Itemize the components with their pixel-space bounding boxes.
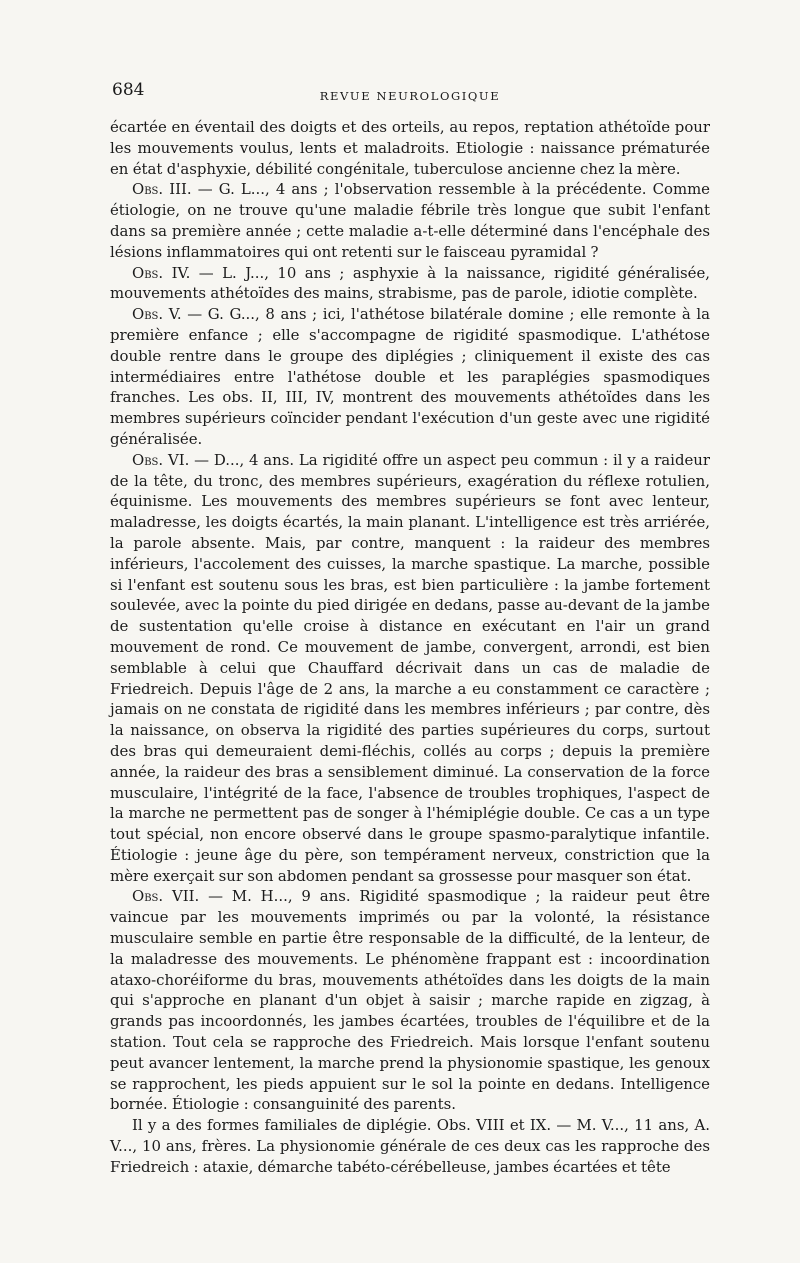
paragraph-obs-6	[110, 450, 710, 887]
paragraph-text: — G. L..., 4 ans ; l'observation ressemble à la précédente. Comme étiologie, on ne trouve qu'une maladie fébrile très longue que subit l'enfant dans sa première année ; cette maladie a-t-elle déterminé dans l'encéphale des lésions inflammatoires qui ont retenti sur le faisceau pyramidal ?	[110, 180, 710, 261]
paragraph-text: — L. J..., 10 ans ; asphyxie à la naissance, rigidité généralisée, mouvements athétoïdes des mains, strabisme, pas de parole, idiotie complète.	[110, 263, 710, 303]
page-number: 684	[112, 80, 145, 100]
paragraph-text: — M. H..., 9 ans. Rigidité spasmodique ; la raideur peut être vaincue par les mouvements imprimés ou par la volonté, la résistance musculaire semble en partie être responsable de la difficulté, de la lenteur, de la maladresse des mouvements. Le phénomène frappant est : incoordination ataxo-choréiforme du bras, mouvements athétoïdes dans les doigts de la main qui s'approche en planant d'un objet à saisir ; marche rapide en zigzag, à grands pas incoordonnés, les jambes écartées, troubles de l'équilibre et de la station. Tout cela se rapproche des Friedreich. Mais lorsque l'enfant soutenu peut avancer lentement, la marche prend la physionomie spastique, les genoux se rapprochent, les pieds appuient sur le sol la pointe en dedans. Intelligence bornée. Étiologie : consanguinité des parents.	[110, 887, 710, 1114]
paragraph-continuation	[110, 117, 710, 179]
paragraph-obs-5	[110, 304, 710, 450]
paragraph-familial-forms	[110, 1115, 710, 1177]
paragraph-obs-3	[110, 179, 710, 262]
observation-label: Obs. V.	[132, 305, 182, 324]
observation-label: Obs. III.	[132, 180, 192, 199]
paragraph-text: écartée en éventail des doigts et des orteils, au repos, reptation athétoïde pour les mouvements voulus, lents et maladroits. Etiologie : naissance prématurée en état d'asphyxie, débilité congénitale, tuberculose ancienne chez la mère.	[110, 118, 710, 178]
paragraph-text: — G. G..., 8 ans ; ici, l'athétose bilatérale domine ; elle remonte à la première enfance ; elle s'accompagne de rigidité spasmodique. L'athétose double rentre dans le groupe des diplégies ; cliniquement il existe des cas intermédiaires entre l'athétose double et les paraplégies spasmodiques franches. Les obs. II, III, IV, montrent des mouvements athétoïdes dans les membres supérieurs coïncider pendant l'exécution d'un geste avec une rigidité généralisée.	[110, 305, 710, 448]
page-header	[112, 80, 708, 106]
paragraph-text: — D..., 4 ans. La rigidité offre un aspect peu commun : il y a raideur de la tête, du tronc, des membres supérieurs, exagération du réflexe rotulien, équinisme. Les mouvements des membres supérieurs se font avec lenteur, maladresse, les doigts écartés, la main planant. L'intelligence est très arriérée, la parole absente. Mais, par contre, manquent : la raideur des membres inférieurs, l'accolement des cuisses, la marche spastique. La marche, possible si l'enfant est soutenu sous les bras, est bien particulière : la jambe fortement soulevée, avec la pointe du pied dirigée en dedans, passe au-devant de la jambe de sustentation qu'elle croise à distance en exécutant en l'air un grand mouvement de rond. Ce mouvement de jambe, convergent, arrondi, est bien semblable à celui que Chauffard décrivait dans un cas de maladie de Friedreich. Depuis l'âge de 2 ans, la marche a eu constamment ce caractère ; jamais on ne constata de rigidité dans les membres inférieurs ; par contre, dès la naissance, on observa la rigidité des parties supérieures du corps, surtout des bras qui demeuraient demi-fléchis, collés au corps ; depuis la première année, la raideur des bras a sensiblement diminué. La conservation de la force musculaire, l'intégrité de la face, l'absence de troubles trophiques, l'aspect de la marche ne permettent pas de songer à l'hémiplégie double. Ce cas a un type tout spécial, non encore observé dans le groupe spasmo-paralytique infantile. Étiologie : jeune âge du père, son tempérament nerveux, constriction que la mère exerçait sur son abdomen pendant sa grossesse pour masquer son état.	[110, 450, 711, 885]
body-text	[110, 117, 710, 1178]
paragraph-obs-4	[110, 263, 710, 305]
running-title: REVUE NEUROLOGIQUE	[319, 89, 501, 103]
observation-label: Obs. IV.	[132, 263, 191, 282]
observation-label: Obs. VI.	[132, 450, 190, 469]
paragraph-obs-7	[110, 886, 710, 1115]
paragraph-text: Il y a des formes familiales de diplégie. Obs. VIII et IX. — M. V..., 11 ans, A. V..., 10 ans, frères. La physionomie générale de ces deux cas les rapproche des Friedreich : ataxie, démarche tabéto-cérébelleuse, jambes écartées et tête	[110, 1116, 710, 1176]
observation-label: Obs. VII.	[132, 887, 200, 906]
